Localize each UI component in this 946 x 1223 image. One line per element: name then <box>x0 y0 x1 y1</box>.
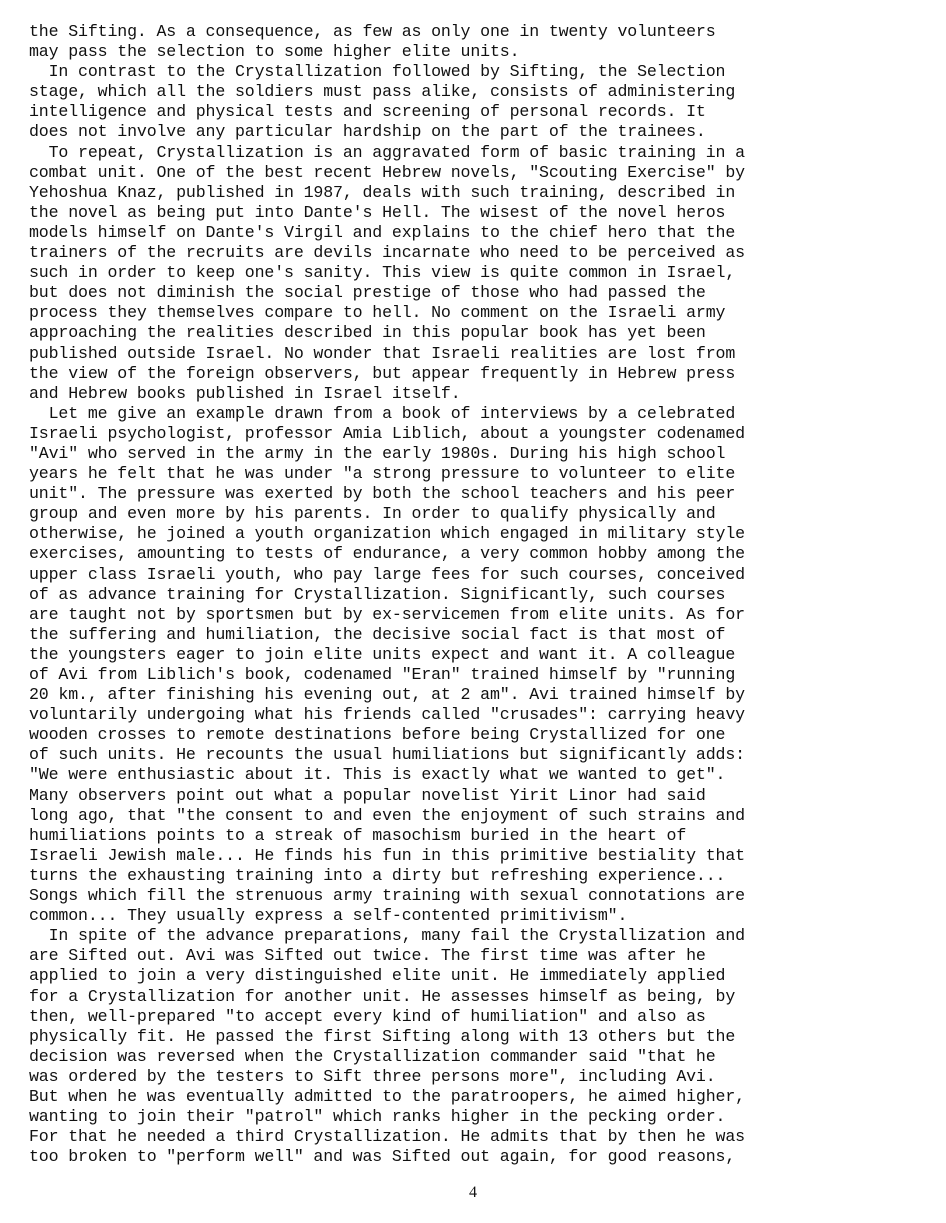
text-line: of such units. He recounts the usual humiliations but significantly adds: <box>29 745 745 765</box>
text-line: Israeli Jewish male... He finds his fun in this primitive bestiality that <box>29 845 745 865</box>
text-line: of Avi from Liblich's book, codenamed "Eran" trained himself by "running <box>29 665 736 684</box>
text-line: otherwise, he joined a youth organization which engaged in military style <box>29 524 745 544</box>
text-line: unit". The pressure was exerted by both the school teachers and his peer <box>29 484 736 504</box>
text-line: "We were enthusiastic about it. This is exactly what we wanted to get". <box>29 765 726 785</box>
text-line: upper class Israeli youth, who pay large fees for such courses, conceived <box>29 564 745 584</box>
text-line: the youngsters eager to join elite units expect and want it. A colleague <box>29 644 736 664</box>
text-line: applied to join a very distinguished elite unit. He immediately applied <box>29 966 726 986</box>
text-line: stage, which all the soldiers must pass alike, consists of administering <box>29 82 736 102</box>
text-line: years he felt that he was under "a strong pressure to volunteer to elite <box>29 464 736 484</box>
text-line: models himself on Dante's Virgil and explains to the chief hero that the <box>29 222 736 242</box>
text-line: voluntarily undergoing what his friends called "crusades": carrying heavy <box>29 705 745 725</box>
text-line: wooden crosses to remote destinations before being Crystallized for one <box>29 725 726 745</box>
text-line: 20 km., after finishing his evening out, at 2 am". Avi trained himself by <box>29 685 745 705</box>
text-line: are Sifted out. Avi was Sifted out twice. The first time was after he <box>29 946 706 966</box>
text-line: such in order to keep one's sanity. This view is quite common in Israel, <box>29 263 736 283</box>
text-line: combat unit. One of the best recent Hebrew novels, "Scouting Exercise" by <box>29 162 745 182</box>
text-line: turns the exhausting training into a dirty but refreshing experience... <box>29 865 726 885</box>
text-line: decision was reversed when the Crystallization commander said "that he <box>29 1046 716 1066</box>
text-line: physically fit. He passed the first Sifting along with 13 others but the <box>29 1026 736 1046</box>
text-line: of as advance training for Crystallization. Significantly, such courses <box>29 584 726 604</box>
text-line: the novel as being put into Dante's Hell. The wisest of the novel heros <box>29 202 726 222</box>
text-line: Yehoshua Knaz, published in 1987, deals with such training, described in <box>29 182 736 202</box>
body-text <box>29 22 929 1167</box>
text-line: Songs which fill the strenuous army training with sexual connotations are <box>29 886 745 906</box>
text-line: the suffering and humiliation, the decisive social fact is that most of <box>29 624 726 644</box>
text-line: for a Crystallization for another unit. He assesses himself as being, by <box>29 986 736 1006</box>
text-line: common... They usually express a self-contented primitivism". <box>29 906 628 926</box>
text-line: are taught not by sportsmen but by ex-servicemen from elite units. As for <box>29 604 745 624</box>
text-line: group and even more by his parents. In order to qualify physically and <box>29 504 716 524</box>
text-line: But when he was eventually admitted to the paratroopers, he aimed higher, <box>29 1086 745 1106</box>
text-line: In contrast to the Crystallization followed by Sifting, the Selection <box>29 62 726 82</box>
text-line: To repeat, Crystallization is an aggravated form of basic training in a <box>29 142 745 162</box>
text-line: the Sifting. As a consequence, as few as only one in twenty volunteers <box>29 22 716 41</box>
text-line: the view of the foreign observers, but appear frequently in Hebrew press <box>29 363 736 383</box>
text-line: humiliations points to a streak of masochism buried in the heart of <box>29 825 687 845</box>
text-line: In spite of the advance preparations, many fail the Crystallization and <box>29 926 745 946</box>
text-line: and Hebrew books published in Israel itself. <box>29 383 461 403</box>
text-line: long ago, that "the consent to and even the enjoyment of such strains and <box>29 805 745 825</box>
text-line: but does not diminish the social prestige of those who had passed the <box>29 283 706 303</box>
text-line: For that he needed a third Crystallization. He admits that by then he was <box>29 1127 745 1147</box>
text-line: exercises, amounting to tests of endurance, a very common hobby among the <box>29 544 745 564</box>
text-line: published outside Israel. No wonder that Israeli realities are lost from <box>29 343 736 363</box>
text-line: intelligence and physical tests and screening of personal records. It <box>29 102 706 122</box>
text-line: wanting to join their "patrol" which ranks higher in the pecking order. <box>29 1107 726 1127</box>
text-line: "Avi" who served in the army in the early 1980s. During his high school <box>29 443 726 463</box>
text-line: may pass the selection to some higher elite units. <box>29 42 520 62</box>
page-number: 4 <box>469 1184 477 1201</box>
text-line: Let me give an example drawn from a book of interviews by a celebrated <box>29 403 736 423</box>
text-line: then, well-prepared "to accept every kind of humiliation" and also as <box>29 1006 706 1026</box>
text-line: too broken to "perform well" and was Sifted out again, for good reasons, <box>29 1147 736 1167</box>
text-line: approaching the realities described in this popular book has yet been <box>29 323 706 343</box>
text-line: does not involve any particular hardship on the part of the trainees. <box>29 122 706 142</box>
text-line: process they themselves compare to hell. No comment on the Israeli army <box>29 303 726 323</box>
text-line: Israeli psychologist, professor Amia Liblich, about a youngster codenamed <box>29 423 745 443</box>
text-line: trainers of the recruits are devils incarnate who need to be perceived as <box>29 243 745 263</box>
text-line: was ordered by the testers to Sift three persons more", including Avi. <box>29 1066 716 1086</box>
text-line: Many observers point out what a popular novelist Yirit Linor had said <box>29 785 706 805</box>
